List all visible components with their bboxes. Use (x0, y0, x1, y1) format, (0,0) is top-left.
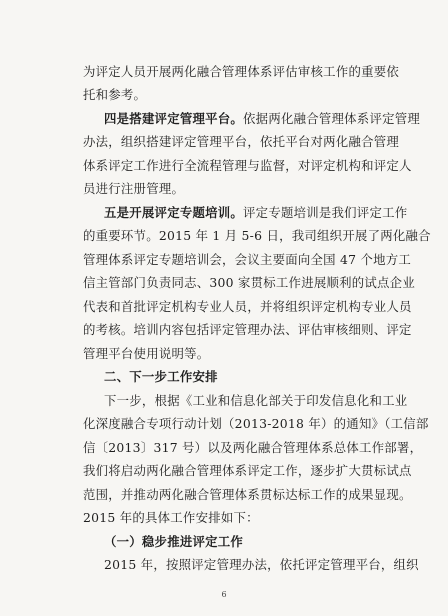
page-number: 6 (221, 590, 227, 599)
text-line: 代表和首批评定机构专业人员，并将组织评定机构专业人员 (83, 299, 412, 314)
text-line: 范围，并推动两化融合管理体系贯标达标工作的成果显现。 (83, 487, 412, 502)
text-line: 托和参考。 (83, 87, 147, 102)
text-line: 信〔2013〕317 号）以及两化融合管理体系总体工作部署， (83, 440, 423, 455)
text-line: 信主管部门负责同志、300 家贯标工作进展顺利的试点企业 (83, 275, 415, 290)
text-line: 管理平台使用说明等。 (83, 346, 210, 361)
text-line: 化深度融合专项行动计划（2013-2018 年）的通知》（工信部 (83, 416, 429, 431)
item-heading: 五是开展评定专题培训。 (104, 205, 244, 220)
text-line: 下一步，根据《工业和信息化部关于印发信息化和工业 (104, 393, 408, 408)
text-line: 2015 年的具体工作安排如下： (83, 510, 259, 525)
text-line: 员进行注册管理。 (83, 181, 185, 196)
section-heading: 二、下一步工作安排 (104, 369, 218, 384)
item-heading: 四是搭建评定管理平台。 (104, 111, 244, 126)
text-line: 体系评定工作进行全流程管理与监督，对评定机构和评定人 (83, 158, 412, 173)
text-line: 我们将启动两化融合管理体系评定工作，逐步扩大贯标试点 (83, 463, 412, 478)
text-line: 管理体系评定专题培训会，会议主要面向全国 47 个地方工 (83, 252, 412, 267)
text-line: 四是搭建评定管理平台。依据两化融合管理体系评定管理 (104, 111, 421, 126)
text-line: 2015 年，按照评定管理办法，依托评定管理平台，组织 (104, 557, 419, 572)
text-line: 的考核。培训内容包括评定管理办法、评估审核细则、评定 (83, 322, 412, 337)
text-line: 办法，组织搭建评定管理平台，依托平台对两化融合管理 (83, 134, 400, 149)
text-line: 五是开展评定专题培训。评定专题培训是我们评定工作 (104, 205, 408, 220)
text-line: 的重要环节。2015 年 1 月 5-6 日，我司组织开展了两化融合 (83, 228, 431, 243)
subsection-heading: （一）稳步推进评定工作 (104, 534, 244, 549)
text-line: 为评定人员开展两化融合管理体系评估审核工作的重要依 (83, 64, 400, 79)
